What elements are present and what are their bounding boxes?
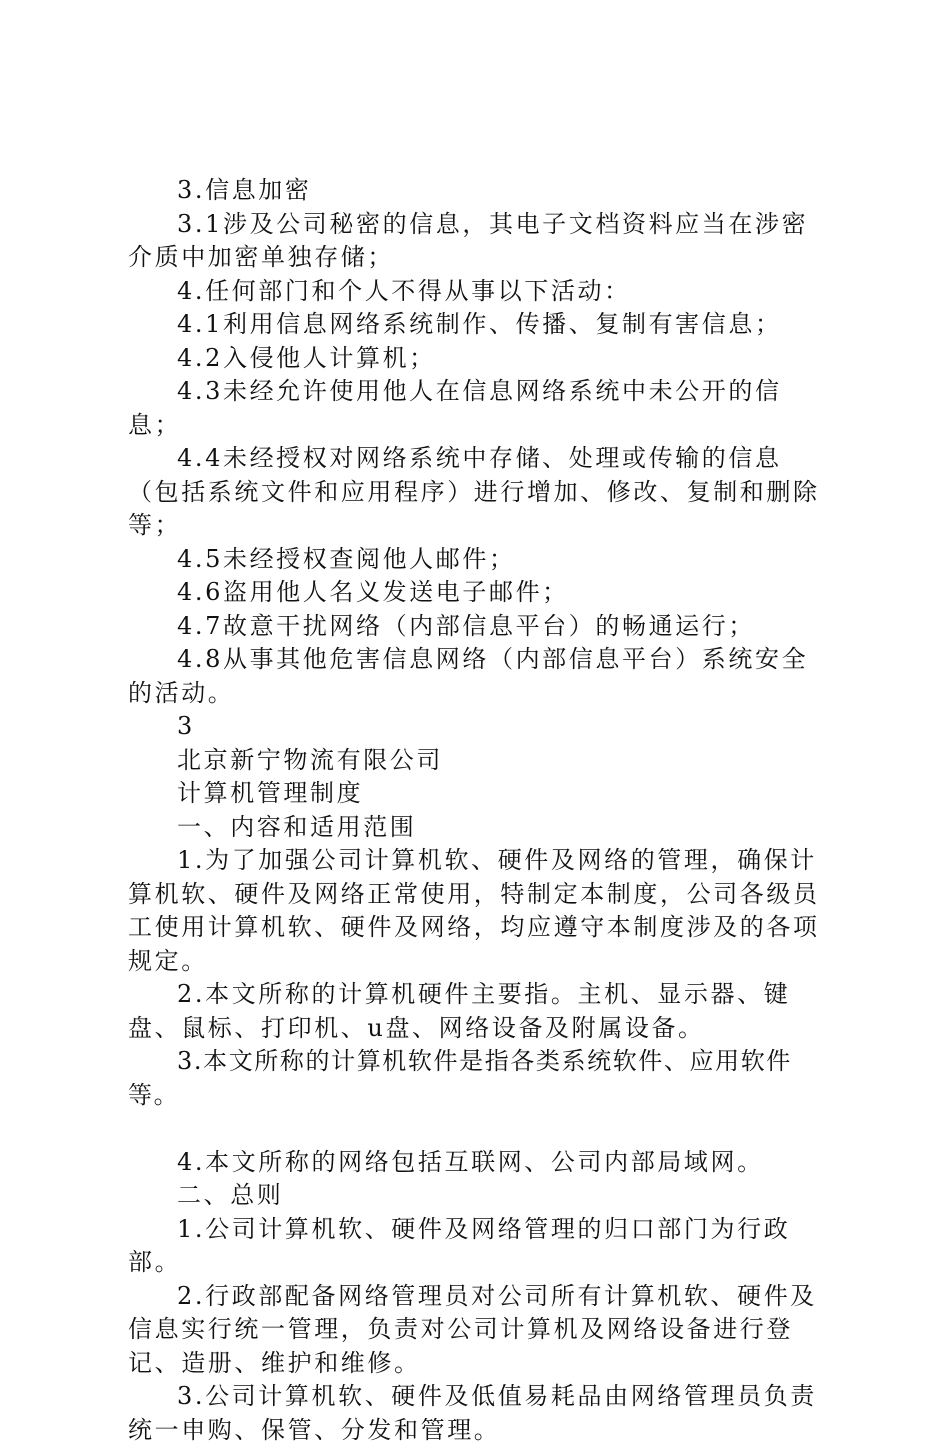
paragraph-4-5: 4.5未经授权查阅他人邮件； bbox=[177, 544, 516, 573]
section-2-item-3: 3.公司计算机软、硬件及低值易耗品由网络管理员负责统一申购、保管、分发和管理。 bbox=[128, 1382, 817, 1444]
section-2-heading: 二、总则 bbox=[177, 1181, 284, 1209]
paragraph-4-1: 4.1利用信息网络系统制作、传播、复制有害信息； bbox=[177, 310, 782, 338]
section-1-item-3: 3.本文所称的计算机软件是指各类系统软件、应用软件等。 bbox=[128, 1047, 792, 1109]
section-2-item-2: 2.行政部配备网络管理员对公司所有计算机软、硬件及信息实行统一管理，负责对公司计算机及网络设备进行登记、造册、维护和维修。 bbox=[128, 1281, 817, 1377]
section-1-item-1: 1.为了加强公司计算机软、硬件及网络的管理，确保计算机软、硬件及网络正常使用，特制定本制度，公司各级员工使用计算机软、硬件及网络，均应遵守本制度涉及的各项规定。 bbox=[128, 846, 820, 975]
section-1-heading: 一、内容和适用范围 bbox=[177, 812, 417, 841]
company-name: 北京新宁物流有限公司 bbox=[177, 745, 443, 774]
document-body bbox=[128, 174, 830, 1447]
paragraph-4-7: 4.7故意干扰网络（内部信息平台）的畅通运行； bbox=[177, 611, 755, 640]
section-1-item-4: 4.本文所称的网络包括互联网、公司内部局域网。 bbox=[177, 1147, 764, 1176]
page-number: 3 bbox=[177, 712, 195, 740]
paragraph-4-2: 4.2入侵他人计算机； bbox=[177, 343, 436, 372]
blank-line bbox=[128, 1112, 830, 1146]
paragraph-4-8: 4.8从事其他危害信息网络（内部信息平台）系统安全的活动。 bbox=[128, 645, 809, 707]
paragraph-4-6: 4.6盗用他人名义发送电子邮件； bbox=[177, 578, 569, 606]
section-2-item-1: 1.公司计算机软、硬件及网络管理的归口部门为行政部。 bbox=[128, 1214, 791, 1276]
paragraph-3-1: 3.1涉及公司秘密的信息，其电子文档资料应当在涉密介质中加密单独存储； bbox=[128, 209, 809, 271]
document-title: 计算机管理制度 bbox=[177, 779, 364, 807]
paragraph-3-heading: 3.信息加密 bbox=[177, 176, 312, 204]
paragraph-4-heading: 4.任何部门和个人不得从事以下活动： bbox=[177, 276, 631, 305]
paragraph-4-3: 4.3未经允许使用他人在信息网络系统中未公开的信息； bbox=[128, 377, 782, 439]
section-1-item-2: 2.本文所称的计算机硬件主要指。主机、显示器、键盘、鼠标、打印机、u盘、网络设备及附属设备。 bbox=[128, 980, 791, 1042]
paragraph-4-4: 4.4未经授权对网络系统中存储、处理或传输的信息（包括系统文件和应用程序）进行增加、修改、复制和删除等； bbox=[128, 444, 820, 539]
